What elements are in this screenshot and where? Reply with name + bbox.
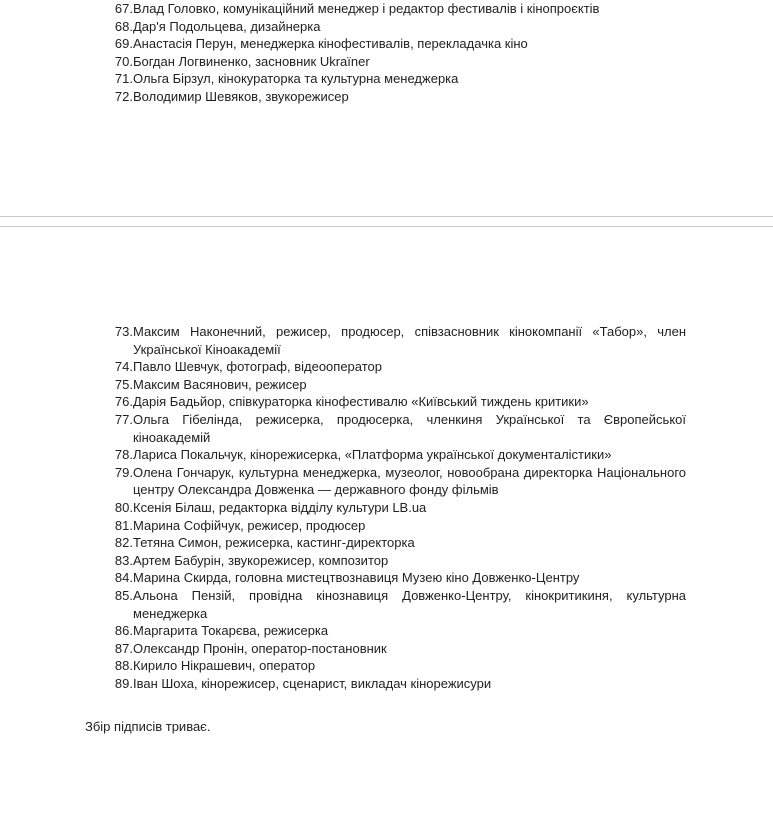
item-number: 70.	[114, 53, 133, 69]
item-text: Дар'я Подольцева, дизайнерка	[133, 18, 321, 34]
item-number: 84.	[114, 570, 133, 586]
list-item	[104, 0, 686, 18]
item-text: Максим Васянович, режисер	[133, 376, 307, 392]
item-number: 83.	[114, 552, 133, 568]
item-text: Олександр Пронін, оператор-постановник	[133, 640, 387, 656]
list-item	[104, 534, 686, 552]
list-item	[104, 70, 686, 88]
list-item	[104, 358, 686, 376]
signatories-list-top	[104, 0, 686, 106]
list-item	[104, 464, 686, 499]
item-text: Олена Гончарук, культурна менеджерка, музеолог, новообрана директорка Національного центру Олександра Довженка — державного фонду фільмів	[133, 464, 686, 498]
item-text: Богдан Логвиненко, засновник Ukraїner	[133, 53, 370, 69]
item-number: 78.	[114, 447, 133, 463]
list-item	[104, 569, 686, 587]
item-number: 82.	[114, 535, 133, 551]
item-number: 77.	[114, 411, 133, 427]
item-text: Ксенія Білаш, редакторка відділу культури LB.ua	[133, 499, 427, 515]
item-text: Ольга Бірзул, кінокураторка та культурна менеджерка	[133, 71, 459, 87]
item-text: Альона Пензій, провідна кінознавиця Довженко-Центру, кінокритикиня, культурна менеджерка	[133, 587, 686, 621]
item-text: Ольга Гібелінда, режисерка, продюсерка, членкиня Української та Європейської кіноакадемій	[133, 411, 686, 445]
list-item	[104, 88, 686, 106]
item-number: 89.	[114, 675, 133, 691]
document-page-bottom	[0, 227, 773, 815]
list-item	[104, 376, 686, 394]
item-number: 71.	[114, 71, 133, 87]
list-item	[104, 675, 686, 693]
item-number: 75.	[114, 376, 133, 392]
item-number: 68.	[114, 18, 133, 34]
list-item	[104, 446, 686, 464]
list-item	[104, 18, 686, 36]
item-number: 72.	[114, 88, 133, 104]
item-number: 86.	[114, 623, 133, 639]
item-text: Анастасія Перун, менеджерка кінофестивалів, перекладачка кіно	[133, 36, 528, 52]
item-number: 69.	[114, 36, 133, 52]
document-page-top	[0, 0, 773, 216]
signatories-list-bottom	[104, 323, 686, 692]
item-number: 67.	[114, 1, 133, 16]
item-number: 73.	[114, 324, 133, 339]
item-number: 81.	[114, 517, 133, 533]
item-number: 74.	[114, 359, 133, 375]
item-text: Влад Головко, комунікаційний менеджер і редактор фестивалів і кінопроєктів	[133, 1, 600, 16]
item-number: 80.	[114, 499, 133, 515]
list-item	[104, 323, 686, 358]
item-text: Іван Шоха, кінорежисер, сценарист, викладач кінорежисури	[133, 675, 492, 691]
list-item	[104, 622, 686, 640]
signature-collection-note: Збір підписів триває.	[85, 719, 211, 734]
item-number: 87.	[114, 640, 133, 656]
item-text: Маргарита Токарєва, режисерка	[133, 623, 329, 639]
list-item	[104, 552, 686, 570]
list-item	[104, 640, 686, 658]
item-text: Кирило Нікрашевич, оператор	[133, 658, 316, 674]
item-number: 76.	[114, 394, 133, 410]
item-text: Тетяна Симон, режисерка, кастинг-директорка	[133, 535, 415, 551]
item-text: Максим Наконечний, режисер, продюсер, співзасновник кінокомпанії «Табор», член Української Кіноакадемії	[133, 324, 686, 357]
list-item	[104, 35, 686, 53]
item-text: Марина Скирда, головна мистецтвознавиця Музею кіно Довженко-Центру	[133, 570, 580, 586]
item-number: 85.	[114, 587, 133, 603]
item-number: 79.	[114, 464, 133, 480]
list-item	[104, 411, 686, 446]
item-text: Артем Бабурін, звукорежисер, композитор	[133, 552, 389, 568]
item-text: Дарія Бадьйор, співкураторка кінофестивалю «Київський тиждень критики»	[133, 394, 589, 410]
item-number: 88.	[114, 658, 133, 674]
item-text: Лариса Покальчук, кінорежисерка, «Платформа української документалістики»	[133, 447, 612, 463]
item-text: Павло Шевчук, фотограф, відеооператор	[133, 359, 382, 375]
list-item	[104, 393, 686, 411]
list-item	[104, 657, 686, 675]
list-item	[104, 499, 686, 517]
item-text: Володимир Шевяков, звукорежисер	[133, 88, 349, 104]
list-item	[104, 587, 686, 622]
list-item	[104, 517, 686, 535]
item-text: Марина Софійчук, режисер, продюсер	[133, 517, 366, 533]
list-item	[104, 53, 686, 71]
page-break	[0, 216, 773, 227]
